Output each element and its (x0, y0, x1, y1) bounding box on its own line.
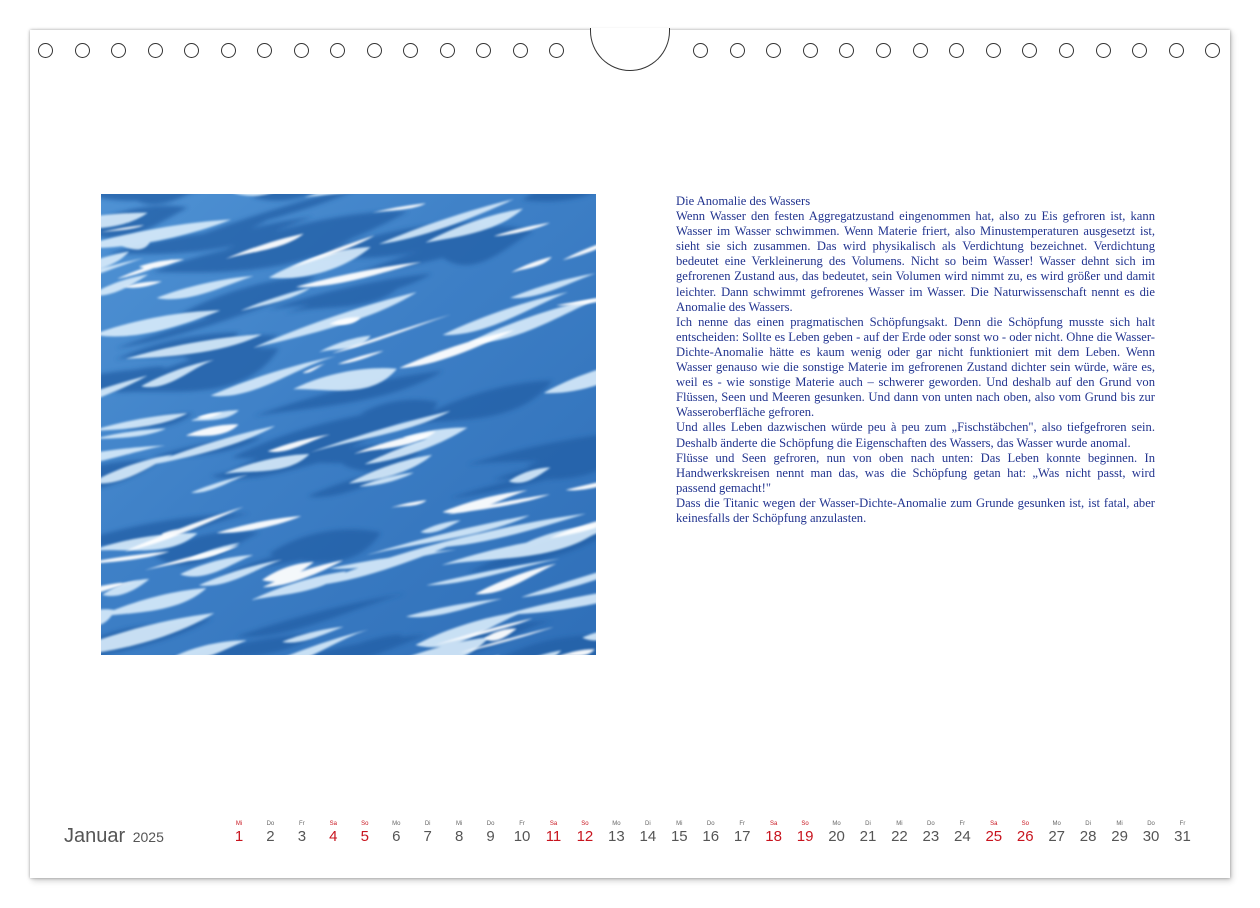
weekday-abbrev: Fr (299, 821, 305, 827)
article-text (676, 194, 1155, 526)
binding-hole-icon (294, 43, 309, 58)
article-paragraph-2: Ich nenne das einen pragmatischen Schöpfungsakt. Denn die Schöpfung musste sich halt entscheiden: Sollte es Leben geben - auf der Erde oder sonst wo - oder nicht. Ohne die Wasser-Dichte-Anomalie hätte es kaum wenig oder gar nicht funktioniert mit dem Leben. Wenn Wasser genauso wie die sonstige Materie im gefrorenen Zustand dichter sein würde, wäre es, weil es - wie sonstige Materie auch – schwerer geworden. Und deshalb auf den Grund von Flüssen, Seen und Meeren gesunken. Und dann von unten nach oben, also vom Grund bis zur Wasseroberfläche gefroren. (676, 314, 1156, 420)
binding-hole-icon (913, 43, 928, 58)
binding-hole-icon (330, 43, 345, 58)
calendar-day (570, 820, 600, 845)
calendar-day (822, 820, 852, 845)
binding-hole-icon (1132, 43, 1147, 58)
day-number: 10 (513, 828, 531, 845)
weekday-abbrev: Mi (455, 821, 463, 827)
weekday-abbrev: Sa (329, 821, 338, 827)
weekday-abbrev: Do (486, 821, 495, 827)
day-number: 24 (954, 828, 971, 845)
binding-hole-icon (986, 43, 1001, 58)
binding-hole-icon (1205, 43, 1220, 58)
weekday-abbrev: Mo (612, 821, 621, 827)
binding-hole-icon (513, 43, 528, 58)
weekday-abbrev: Do (927, 821, 935, 827)
article-paragraph-4: Flüsse und Seen gefroren, nun von oben nach unten: Das Leben konnte beginnen. In Handwerkskreisen nennt man das, was die Schöpfung getan hat: „Was nicht passt, wird passend gemacht!" (676, 450, 1155, 495)
calendar-day (759, 820, 789, 845)
binding-hole-icon (730, 43, 745, 58)
day-number: 6 (392, 828, 401, 845)
binding-hole-icon (766, 43, 781, 58)
weekday-abbrev: Mo (832, 821, 841, 827)
day-number: 14 (639, 828, 657, 845)
day-number: 25 (985, 828, 1003, 845)
calendar-day (601, 820, 631, 845)
calendar-day (224, 820, 254, 845)
calendar-day (287, 820, 317, 845)
calendar-page (30, 30, 1230, 878)
weekday-abbrev: Mi (896, 821, 903, 827)
calendar-day (476, 820, 506, 845)
calendar-day (664, 820, 694, 845)
calendar-day (1136, 820, 1166, 845)
day-number: 12 (576, 828, 594, 845)
day-number: 29 (1111, 828, 1128, 845)
weekday-abbrev: Sa (990, 821, 998, 827)
binding-hole-icon (221, 43, 236, 58)
weekday-abbrev: Do (1147, 821, 1155, 827)
day-number: 21 (859, 828, 877, 845)
article-paragraph-1: Wenn Wasser den festen Aggregatzustand eingenommen hat, also zu Eis gefroren ist, kann Wasser im Wasser schwimmen. Wenn Materie friert, also Minustemperaturen ausgesetzt ist, sieht sie sich zusammen. Das wird physikalisch als Verdichtung bezeichnet. Verdichtung bedeutet eine Verkleinerung des Volumens. Nicht so beim Wasser! Wasser dehnt sich im gefrorenen Zustand aus, das bedeutet, sein Volumen wird nimmt zu, es wird größer und damit leichter. Dann schwimmt gefrorenes Wasser im Wasser. Die Naturwissenschaft nennt es die Anomalie des Wassers. (676, 209, 1155, 314)
day-number: 8 (454, 828, 464, 845)
month-calendar-strip (64, 820, 1204, 860)
calendar-day (539, 820, 569, 845)
weekday-abbrev: So (361, 821, 369, 827)
day-list (224, 820, 1224, 860)
weekday-abbrev: So (801, 821, 809, 827)
binding-hole-icon (111, 43, 126, 58)
weekday-abbrev: Mi (676, 821, 683, 827)
binding-hole-icon (839, 43, 854, 58)
day-number: 28 (1079, 828, 1097, 845)
day-number: 26 (1016, 828, 1034, 845)
calendar-day (696, 820, 726, 845)
weekday-abbrev: Fr (959, 821, 966, 827)
calendar-day (727, 820, 757, 845)
calendar-day (633, 820, 663, 845)
water-surface-image (101, 194, 596, 655)
calendar-day (1042, 820, 1072, 845)
calendar-day (507, 820, 537, 845)
binding-hole-icon (1096, 43, 1111, 58)
calendar-day (884, 820, 914, 845)
day-number: 7 (423, 828, 432, 845)
binding-hole-icon (693, 43, 708, 58)
binding-hole-icon (75, 43, 90, 58)
calendar-day (444, 820, 474, 845)
weekday-abbrev: Di (424, 821, 431, 827)
weekday-abbrev: Mo (392, 821, 401, 827)
water-ripple-illustration (101, 194, 596, 655)
calendar-day (1010, 820, 1040, 845)
day-number: 4 (329, 828, 338, 845)
weekday-abbrev: Sa (769, 821, 778, 827)
binding-hole-icon (38, 43, 53, 58)
article-title: Die Anomalie des Wassers (676, 194, 811, 208)
calendar-day (350, 820, 380, 845)
weekday-abbrev: Di (1085, 821, 1091, 827)
day-number: 17 (733, 828, 751, 845)
binding-hole-icon (184, 43, 199, 58)
day-number: 9 (486, 828, 495, 845)
binding-hole-icon (257, 43, 272, 58)
calendar-day (790, 820, 820, 845)
calendar-day (1105, 820, 1135, 845)
calendar-day (916, 820, 946, 845)
day-number: 22 (891, 828, 908, 845)
day-number: 13 (608, 828, 625, 845)
calendar-day (255, 820, 285, 845)
weekday-abbrev: Mi (235, 821, 243, 827)
weekday-abbrev: Do (706, 821, 715, 827)
weekday-abbrev: Sa (549, 821, 558, 827)
binding-hole-icon (803, 43, 818, 58)
weekday-abbrev: So (1021, 821, 1029, 827)
day-number: 2 (266, 828, 275, 845)
weekday-abbrev: Fr (739, 821, 746, 827)
day-number: 18 (765, 828, 782, 845)
weekday-abbrev: Mi (1116, 821, 1123, 827)
weekday-abbrev: Fr (519, 821, 525, 827)
calendar-day (979, 820, 1009, 845)
weekday-abbrev: Mo (1052, 821, 1061, 827)
binding-hole-icon (440, 43, 455, 58)
day-number: 19 (796, 828, 814, 845)
binding-hole-icon (876, 43, 891, 58)
binding-hole-icon (403, 43, 418, 58)
day-number: 16 (702, 828, 720, 845)
year-label: 2025 (132, 829, 164, 845)
binding-hole-icon (549, 43, 564, 58)
binding-hole-icon (949, 43, 964, 58)
day-number: 11 (545, 828, 562, 845)
calendar-day (381, 820, 411, 845)
binding-hole-icon (148, 43, 163, 58)
article-paragraph-3: Und alles Leben dazwischen würde peu à peu zum „Fischstäbchen", also tiefgefroren sein. Deshalb änderte die Schöpfung die Eigenschaften des Wassers, das Wasser wurde anomal. (676, 420, 1155, 450)
day-number: 5 (360, 828, 369, 845)
binding-hole-icon (1022, 43, 1037, 58)
weekday-abbrev: Fr (1179, 821, 1186, 827)
calendar-day (853, 820, 883, 845)
month-label (64, 825, 164, 848)
binding-hole-icon (1169, 43, 1184, 58)
day-number: 23 (922, 828, 940, 845)
day-number: 1 (234, 828, 244, 845)
article-paragraph-5: Dass die Titanic wegen der Wasser-Dichte-Anomalie zum Grunde gesunken ist, ist fatal, aber keinesfalls der Schöpfung anzulasten. (676, 495, 1155, 525)
calendar-day (318, 820, 348, 845)
calendar-day (1168, 820, 1198, 845)
binding-hole-icon (367, 43, 382, 58)
day-number: 3 (297, 828, 307, 845)
weekday-abbrev: So (581, 821, 589, 827)
weekday-abbrev: Di (865, 821, 871, 827)
binding-hole-icon (476, 43, 491, 58)
binding-hole-icon (1059, 43, 1074, 58)
day-number: 15 (670, 828, 688, 845)
weekday-abbrev: Di (645, 821, 651, 827)
day-number: 20 (828, 828, 845, 845)
day-number: 31 (1174, 828, 1191, 845)
day-number: 30 (1142, 828, 1160, 845)
day-number: 27 (1048, 828, 1066, 845)
month-name: Januar (64, 825, 126, 847)
calendar-day (947, 820, 977, 845)
weekday-abbrev: Do (266, 821, 275, 827)
calendar-day (1073, 820, 1103, 845)
calendar-day (413, 820, 443, 845)
